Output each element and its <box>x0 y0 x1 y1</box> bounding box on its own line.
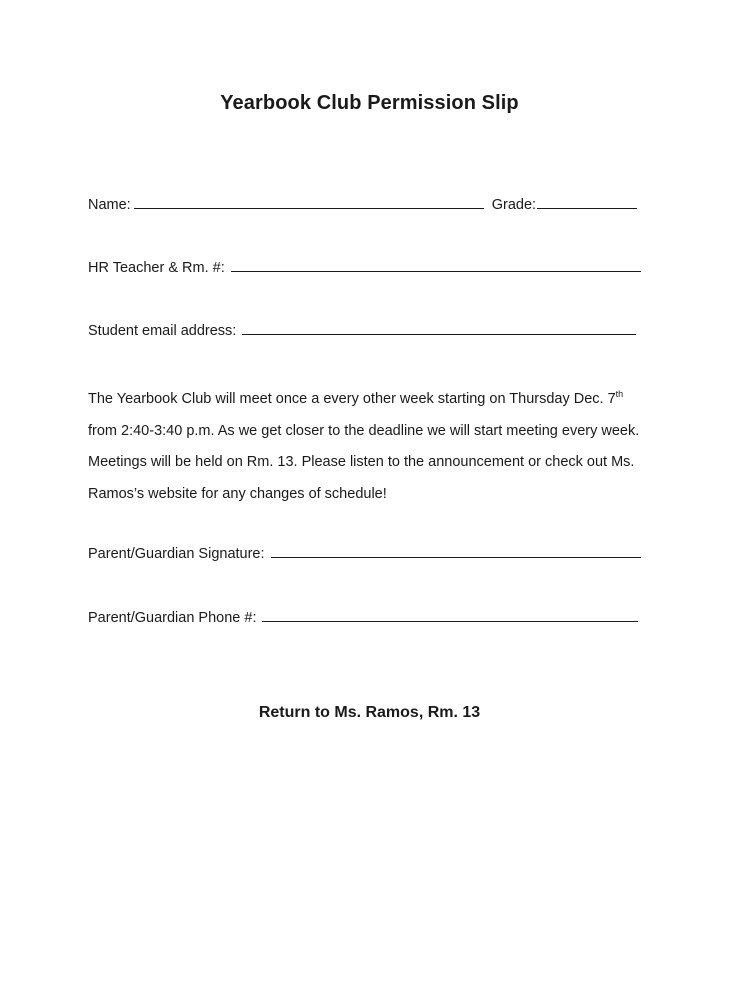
grade-label: Grade: <box>491 197 537 213</box>
parent-phone-row <box>88 607 638 628</box>
name-blank[interactable] <box>134 194 484 209</box>
document-title: Yearbook Club Permission Slip <box>220 92 519 114</box>
hr-teacher-row <box>88 257 641 278</box>
name-grade-row <box>88 194 637 215</box>
grade-blank[interactable] <box>537 194 637 209</box>
parent-signature-row <box>88 543 641 564</box>
parent-phone-blank[interactable] <box>262 607 638 622</box>
email-blank[interactable] <box>242 320 636 335</box>
email-label: Student email address: <box>88 323 237 339</box>
meeting-info-paragraph <box>88 384 653 510</box>
parent-phone-label: Parent/Guardian Phone #: <box>88 610 257 626</box>
email-row <box>88 320 636 341</box>
hr-teacher-blank[interactable] <box>231 257 641 272</box>
date-ordinal-suffix: th <box>615 389 624 400</box>
return-instructions: Return to Ms. Ramos, Rm. 13 <box>258 704 481 721</box>
paragraph-text-1: The Yearbook Club will meet once a every other week starting on Thursday Dec. 7 <box>88 391 616 407</box>
parent-signature-label: Parent/Guardian Signature: <box>88 546 265 562</box>
name-label: Name: <box>88 197 131 213</box>
paragraph-text-2: from 2:40-3:40 p.m. As we get closer to the deadline we will start meeting every week. Meetings will be held on Rm. 13. Please listen to the announcement or check out Ms. Ramos’s website for any changes of schedule! <box>88 422 640 502</box>
hr-teacher-label: HR Teacher & Rm. #: <box>88 260 225 276</box>
parent-signature-blank[interactable] <box>271 543 641 558</box>
